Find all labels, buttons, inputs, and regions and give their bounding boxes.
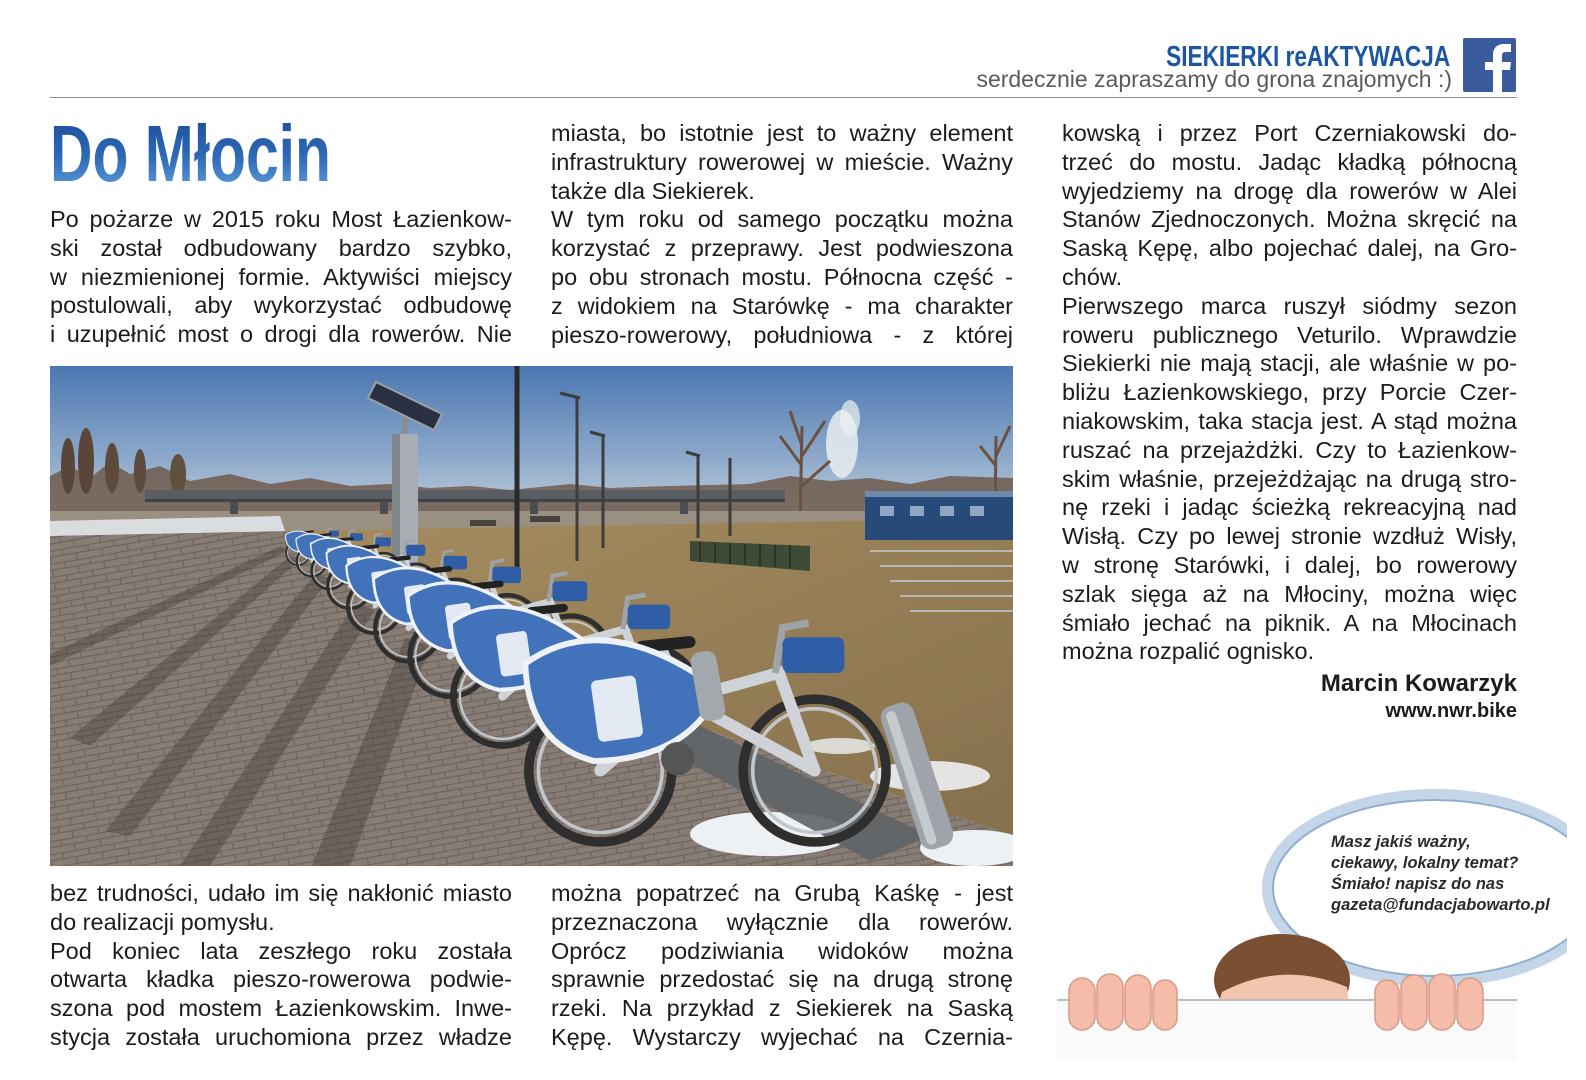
text-line: Pod koniec lata zeszłego roku została — [50, 937, 512, 964]
text-line: trzeć do mostu. Jadąc kładką północną — [1062, 148, 1517, 175]
text-line: skim właśnie, przejeżdżając na drugą stro- — [1062, 465, 1517, 492]
promo-line: Masz jakiś ważny, — [1331, 833, 1471, 851]
text-line: rzeki. Na przykład z Siekierek na Saską — [551, 995, 1013, 1022]
text-line: korzystać z przeprawy. Jest podwieszona — [551, 235, 1013, 262]
column-2-top — [551, 119, 1013, 349]
section-subtitle: serdecznie zapraszamy do grona znajomych :) — [976, 66, 1452, 92]
text-line: Saską Kępę, albo pojechać dalej, na Gro- — [1062, 235, 1517, 262]
column-2-bottom — [551, 879, 1013, 1052]
text-line: miasta, bo istotnie jest to ważny element — [551, 120, 1013, 146]
text-line: bez trudności, udało im się nakłonić miasto — [50, 880, 512, 906]
article-title: Do Młocin — [50, 109, 331, 198]
column-1-top — [50, 205, 512, 349]
facebook-icon — [1463, 38, 1516, 92]
text-line: niakowskim, taka stacja jest. A stąd można — [1062, 407, 1517, 434]
text-line: kowską i przez Port Czerniakowski do- — [1062, 120, 1517, 146]
text-line: bliżu Łazienkowskiego, przy Porcie Czer- — [1062, 379, 1517, 406]
facebook-f-glyph — [1463, 38, 1516, 92]
text-line: chów. — [1062, 263, 1123, 290]
promo-line: ciekawy, lokalny temat? — [1331, 854, 1519, 872]
promo-message — [1331, 832, 1550, 916]
section-title: SIEKIERKI reAKTYWACJA — [1165, 41, 1450, 73]
left-hand — [1069, 974, 1177, 1030]
text-line: stycja została uruchomiona przez władze — [50, 1023, 512, 1050]
text-line: Siekierki nie mają stacji, ale właśnie w po- — [1062, 350, 1517, 377]
text-line: W tym roku od samego początku można — [551, 206, 1013, 233]
text-line: ruszać na przejażdżki. Czy to Łazienkow- — [1062, 436, 1517, 463]
text-line: w niezmienionej formie. Aktywiści miejscy — [50, 263, 512, 290]
text-line: sprawnie przedostać się na drugą stronę — [551, 966, 1013, 993]
text-line: z widokiem na Starówkę - ma charakter — [551, 292, 1013, 319]
text-line: Wisłą. Czy po lewej stronie wzdłuż Wisły, — [1062, 523, 1517, 550]
right-hand — [1375, 974, 1483, 1030]
text-line: postulowali, aby wykorzystać odbudowę — [50, 292, 512, 319]
bike-station-photo — [50, 366, 1013, 866]
text-line: Pierwszego marca ruszył siódmy sezon — [1062, 292, 1517, 319]
text-line: i uzupełnić most o drogi dla rowerów. Nie — [50, 321, 512, 348]
text-line: pieszo-rowerowy, południowa - z której — [551, 321, 1013, 348]
text-line: w stronę Starówki, i dalej, bo rowerowy — [1062, 551, 1517, 578]
column-3 — [1062, 119, 1517, 666]
text-line: Po pożarze w 2015 roku Most Łazienkow- — [50, 206, 512, 232]
author-website: www.nwr.bike — [1385, 700, 1517, 722]
promo-email: gazeta@fundacjabowarto.pl — [1331, 896, 1550, 914]
text-line: przeznaczona wyłącznie dla rowerów. — [551, 908, 1013, 935]
promo-illustration — [1057, 780, 1567, 1060]
text-line: infrastruktury rowerowej w mieście. Ważny — [551, 148, 1013, 175]
text-line: po obu stronach mostu. Północna część - — [551, 263, 1013, 290]
text-line: śmiało jechać na piknik. A na Młocinach — [1062, 609, 1517, 636]
promo-line: Śmiało! napisz do nas — [1331, 875, 1505, 893]
text-line: Kępę. Wystarczy wyjechać na Czernia- — [551, 1023, 1013, 1050]
text-line: także dla Siekierek. — [551, 177, 755, 204]
author-name: Marcin Kowarzyk — [1320, 670, 1517, 697]
text-line: szlak sięga aż na Młociny, można więc — [1062, 580, 1517, 607]
text-line: Stanów Zjednoczonych. Można skręcić na — [1062, 206, 1517, 233]
text-line: do realizacji pomysłu. — [50, 908, 275, 935]
text-line: wyjedziemy na drogę dla rowerów w Alei — [1062, 177, 1517, 204]
text-line: Oprócz podziwiania widoków można — [551, 937, 1013, 964]
text-line: nę rzeki i jadąc ścieżką rekreacyjną nad — [1062, 494, 1517, 521]
column-1-bottom — [50, 879, 512, 1052]
text-line: ski został odbudowany bardzo szybko, — [50, 234, 512, 261]
text-line: można rozpalić ognisko. — [1062, 638, 1315, 665]
text-line: roweru publicznego Veturilo. Wprawdzie — [1062, 321, 1517, 348]
blue-building — [865, 491, 1013, 540]
text-line: można popatrzeć na Grubą Kaśkę - jest — [551, 880, 1013, 906]
text-line: szona pod mostem Łazienkowskim. Inwe- — [50, 995, 512, 1022]
header-divider — [50, 97, 1517, 98]
text-line: otwarta kładka pieszo-rowerowa podwie- — [50, 966, 512, 993]
